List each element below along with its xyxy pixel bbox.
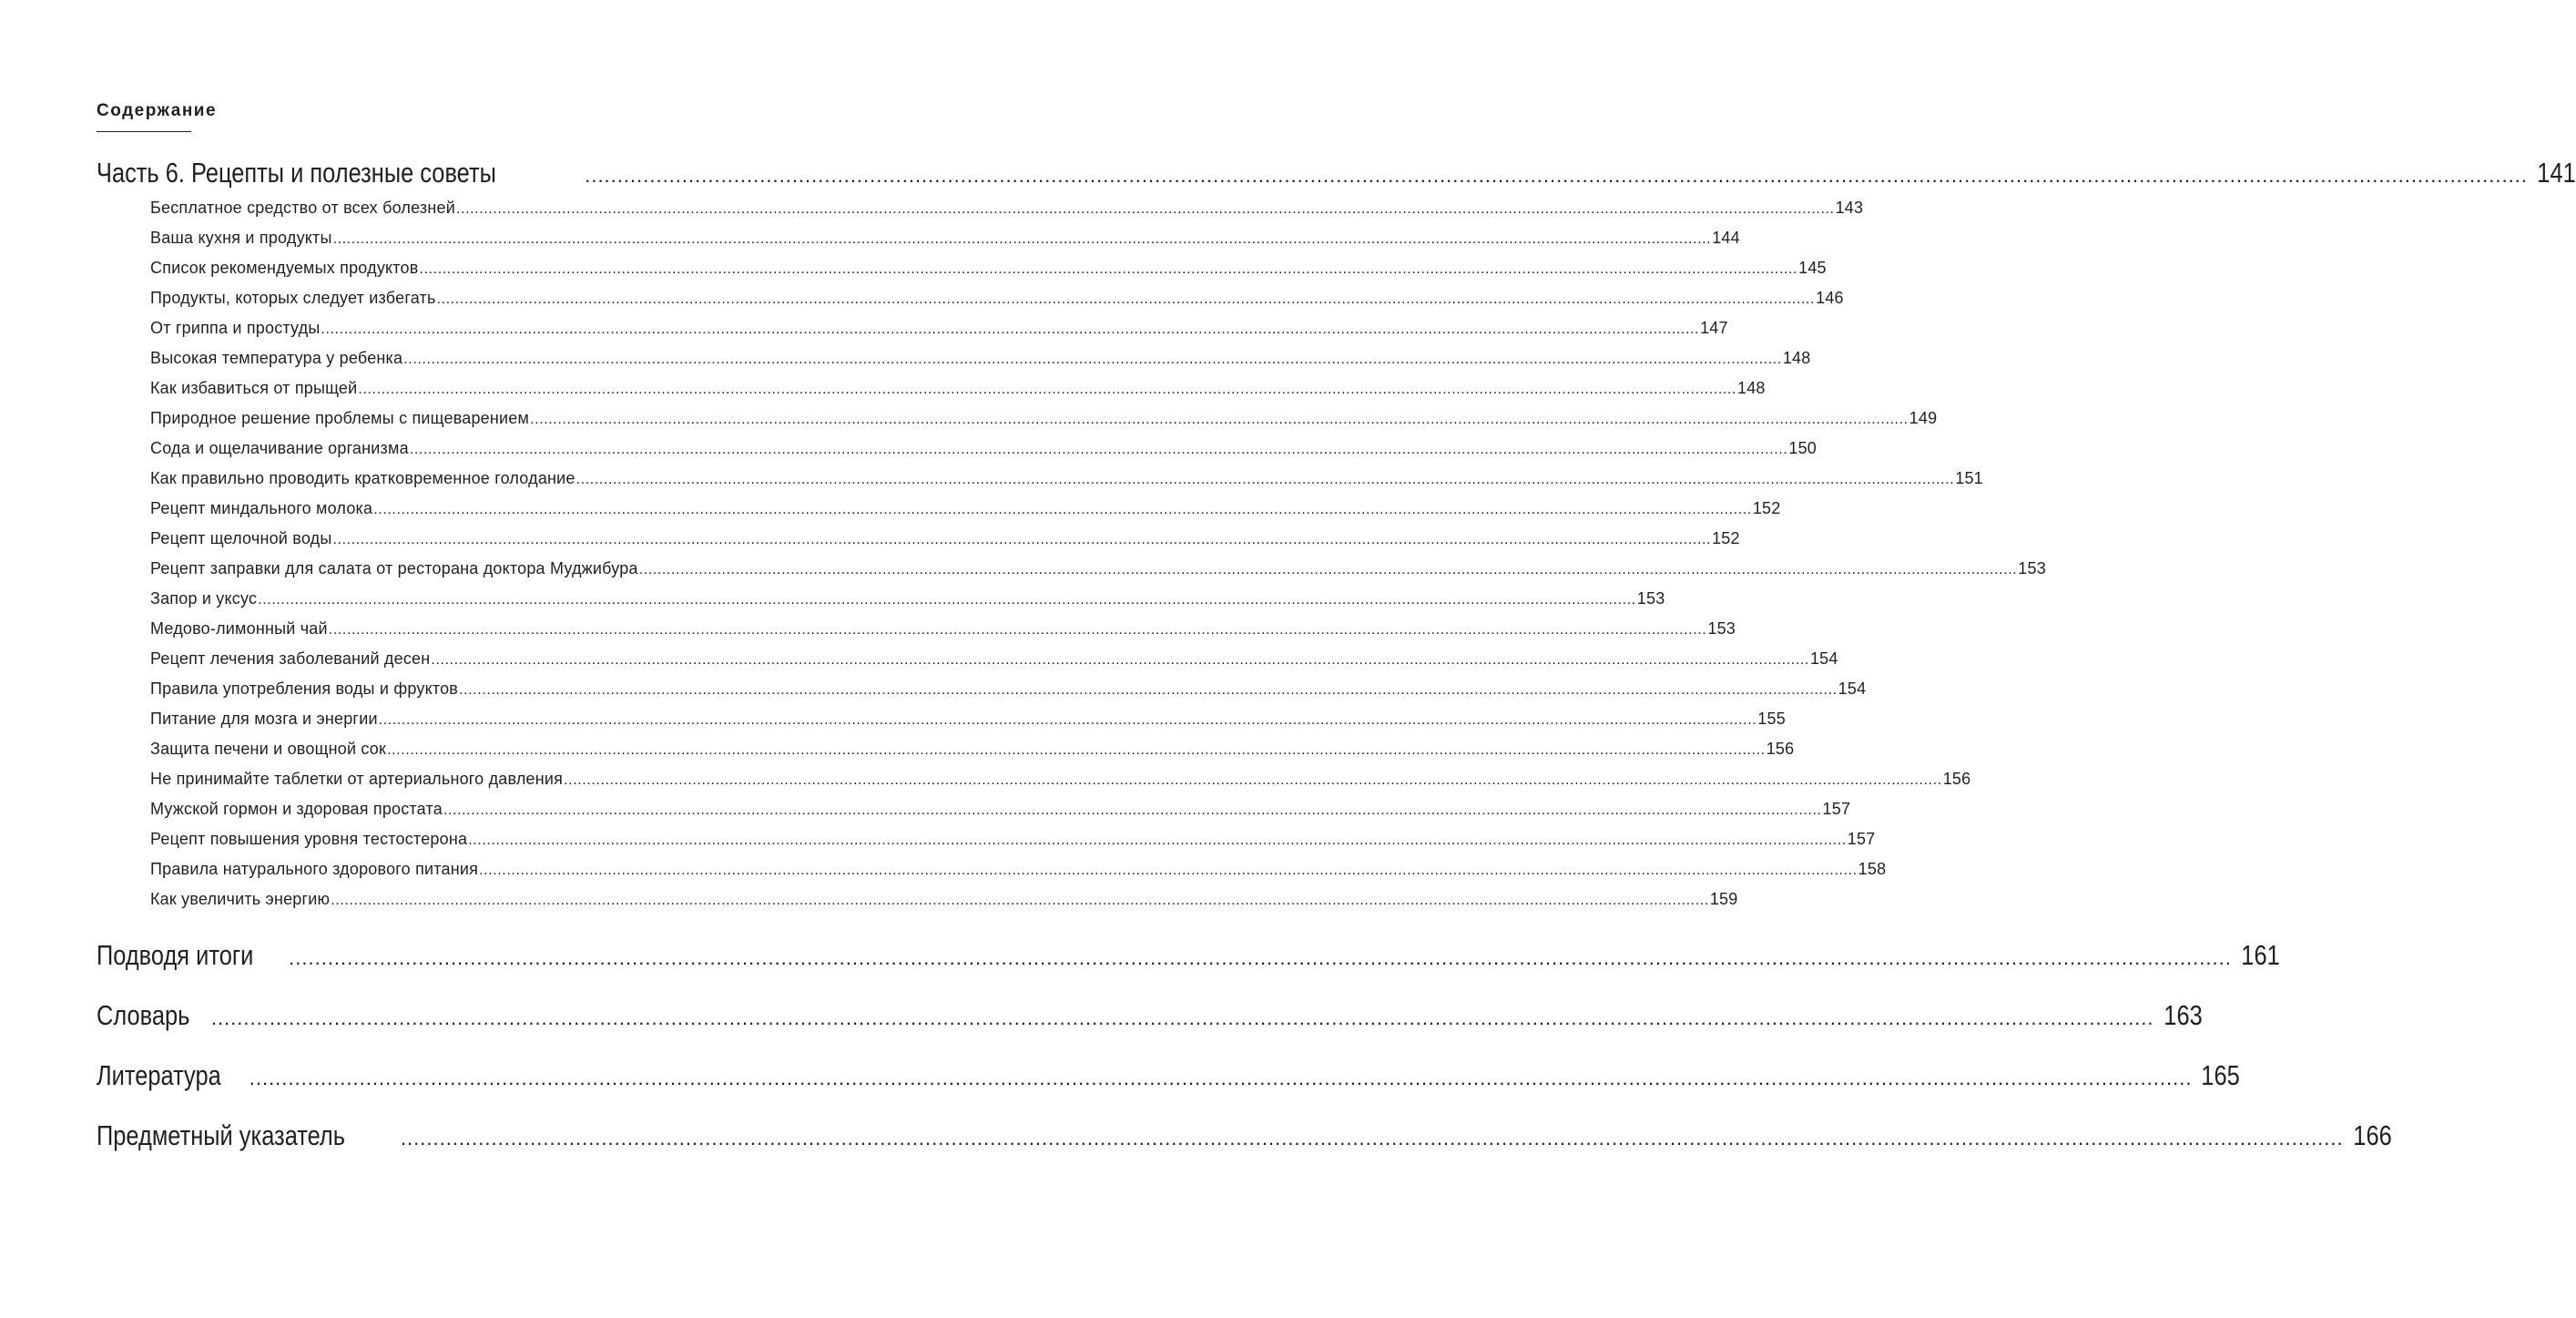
toc-entry[interactable] xyxy=(150,860,1887,879)
toc-entry-title: Рецепт миндального молока xyxy=(150,499,373,517)
toc-entry-title: Рецепт лечения заболеваний десен xyxy=(150,649,431,668)
toc-entry-page: 143 xyxy=(1835,199,1864,217)
toc-entry-title: Как правильно проводить кратковременное голодание xyxy=(150,469,575,487)
toc-section-page: 166 xyxy=(2352,1119,2392,1151)
header-underline xyxy=(97,131,191,132)
toc-entry-page: 144 xyxy=(1712,229,1740,247)
toc-entry-title: Сода и ощелачивание организма xyxy=(150,439,409,457)
toc-section-page: 161 xyxy=(2241,939,2280,971)
toc-entry[interactable] xyxy=(150,710,1786,729)
dot-leader: ............................................................................................................................................................................................................................................................................................................ xyxy=(249,1067,2193,1089)
toc-section-title: Словарь xyxy=(97,999,190,1031)
dot-leader: ............................................................................................................................................................................................................................................................................................................ xyxy=(431,652,1809,668)
toc-entry-page: 156 xyxy=(1766,740,1795,758)
toc-entry-title: Природное решение проблемы с пищеварением xyxy=(150,409,530,427)
toc-entry-title: Правила натурального здорового питания xyxy=(150,860,479,878)
dot-leader: ............................................................................................................................................................................................................................................................................................................ xyxy=(468,833,1847,848)
toc-entry-title: Мужской гормон и здоровая простата xyxy=(150,800,443,818)
toc-entry-page: 154 xyxy=(1809,649,1838,668)
toc-entry[interactable] xyxy=(150,229,1740,248)
toc-entry[interactable] xyxy=(150,649,1838,669)
toc-section-title: Предметный указатель xyxy=(97,1119,346,1151)
toc-entry[interactable] xyxy=(150,589,1665,608)
dot-leader: ............................................................................................................................................................................................................................................................................................................ xyxy=(564,772,1942,788)
dot-leader: ............................................................................................................................................................................................................................................................................................................ xyxy=(358,382,1736,397)
toc-entry-title: Защита печени и овощной сок xyxy=(150,740,387,758)
toc-entry-title: Рецепт повышения уровня тестостерона xyxy=(150,830,468,848)
toc-entry-title: Список рекомендуемых продуктов xyxy=(150,259,419,277)
toc-entry-title: Медово-лимонный чай xyxy=(150,619,328,638)
dot-leader: ............................................................................................................................................................................................................................................................................................................ xyxy=(328,622,1707,638)
toc-section-title: Литература xyxy=(97,1059,221,1091)
dot-leader: ............................................................................................................................................................................................................................................................................................................ xyxy=(436,291,1816,307)
toc-entry-title: Продукты, которых следует избегать xyxy=(150,289,436,307)
dot-leader: ............................................................................................................................................................................................................................................................................................................ xyxy=(585,164,2528,187)
toc-entry-page: 153 xyxy=(1636,589,1665,608)
toc-entry-title: От гриппа и простуды xyxy=(150,319,321,337)
toc-entry-title: Высокая температура у ребенка xyxy=(150,349,403,367)
toc-entry[interactable] xyxy=(150,289,1844,308)
toc-entry-title: Правила употребления воды и фруктов xyxy=(150,679,459,698)
toc-entry[interactable] xyxy=(150,379,1766,398)
toc-entry-title: Как увеличить энергию xyxy=(150,890,331,908)
toc-entry-page: 153 xyxy=(2018,559,2046,577)
toc-entry-page: 158 xyxy=(1858,860,1887,878)
toc-entry-page: 155 xyxy=(1757,710,1786,728)
toc-entry-page: 156 xyxy=(1942,770,1971,788)
toc-entry-page: 152 xyxy=(1712,529,1740,547)
dot-leader: ............................................................................................................................................................................................................................................................................................................ xyxy=(332,231,1712,247)
toc-entry-title: Ваша кухня и продукты xyxy=(150,229,332,247)
dot-leader: ............................................................................................................................................................................................................................................................................................................ xyxy=(210,1006,2154,1029)
toc-entry[interactable] xyxy=(150,619,1736,639)
dot-leader: ............................................................................................................................................................................................................................................................................................................ xyxy=(321,322,1700,337)
dot-leader: ............................................................................................................................................................................................................................................................................................................ xyxy=(387,742,1766,758)
toc-entry[interactable] xyxy=(150,559,2046,578)
toc-entry[interactable] xyxy=(150,439,1817,458)
toc-entry-page: 147 xyxy=(1700,319,1728,337)
toc-entry-page: 154 xyxy=(1838,679,1867,698)
toc-entry-page: 153 xyxy=(1707,619,1736,638)
toc-entry-title: Как избавиться от прыщей xyxy=(150,379,358,397)
dot-leader: ............................................................................................................................................................................................................................................................................................................ xyxy=(479,863,1858,878)
dot-leader: ............................................................................................................................................................................................................................................................................................................ xyxy=(409,442,1788,457)
toc-section-page: 165 xyxy=(2201,1059,2241,1091)
toc-entry[interactable] xyxy=(150,830,1876,849)
toc-entry-title: Запор и уксус xyxy=(150,589,258,608)
toc-entry-title: Питание для мозга и энергии xyxy=(150,710,378,728)
dot-leader: ............................................................................................................................................................................................................................................................................................................ xyxy=(455,201,1835,217)
dot-leader: ............................................................................................................................................................................................................................................................................................................ xyxy=(443,802,1822,818)
toc-entry[interactable] xyxy=(150,259,1827,278)
toc-entry-title: Рецепт заправки для салата от ресторана доктора Муджибура xyxy=(150,559,638,577)
toc-entry[interactable] xyxy=(150,890,1738,909)
toc-section-title: Подводя итоги xyxy=(97,939,254,971)
toc-entry[interactable] xyxy=(150,800,1851,819)
dot-leader: ............................................................................................................................................................................................................................................................................................................ xyxy=(378,712,1757,728)
toc-entry-page: 150 xyxy=(1788,439,1817,457)
toc-entry[interactable] xyxy=(150,679,1867,699)
dot-leader: ............................................................................................................................................................................................................................................................................................................ xyxy=(575,472,1955,487)
dot-leader: ............................................................................................................................................................................................................................................................................................................ xyxy=(332,532,1712,547)
toc-entry-page: 145 xyxy=(1798,259,1827,277)
toc-section-summary[interactable] xyxy=(97,939,2280,972)
toc-entry[interactable] xyxy=(150,469,1983,488)
toc-section-page: 163 xyxy=(2163,999,2203,1031)
toc-entry-page: 152 xyxy=(1752,499,1781,517)
toc-section-index[interactable] xyxy=(97,1119,2392,1152)
page-header: Содержание xyxy=(97,101,218,120)
dot-leader: ............................................................................................................................................................................................................................................................................................................ xyxy=(530,412,1909,427)
dot-leader: ............................................................................................................................................................................................................................................................................................................ xyxy=(258,592,1636,608)
dot-leader: ............................................................................................................................................................................................................................................................................................................ xyxy=(459,682,1838,698)
toc-entry-page: 159 xyxy=(1709,890,1738,908)
toc-entry-page: 157 xyxy=(1847,830,1876,848)
toc-entry-title: Рецепт щелочной воды xyxy=(150,529,332,547)
toc-entry-title: Бесплатное средство от всех болезней xyxy=(150,199,455,217)
toc-entry-page: 146 xyxy=(1816,289,1844,307)
toc-part-6[interactable] xyxy=(97,157,2576,189)
toc-entry-page: 148 xyxy=(1782,349,1811,367)
toc-entry-page: 149 xyxy=(1909,409,1938,427)
dot-leader: ............................................................................................................................................................................................................................................................................................................ xyxy=(289,946,2232,969)
toc-entry[interactable] xyxy=(150,499,1781,518)
toc-entry-page: 148 xyxy=(1737,379,1766,397)
toc-entry[interactable] xyxy=(150,770,1971,789)
dot-leader: ............................................................................................................................................................................................................................................................................................................ xyxy=(331,893,1709,908)
dot-leader: ............................................................................................................................................................................................................................................................................................................ xyxy=(638,562,2018,577)
toc-entry[interactable] xyxy=(150,349,1811,368)
toc-entry-page: 157 xyxy=(1822,800,1851,818)
toc-entry[interactable] xyxy=(150,199,1864,218)
dot-leader: ............................................................................................................................................................................................................................................................................................................ xyxy=(403,352,1782,367)
toc-entry-page: 151 xyxy=(1955,469,1983,487)
toc-entry-title: Не принимайте таблетки от артериального давления xyxy=(150,770,564,788)
toc-part-title: Часть 6. Рецепты и полезные советы xyxy=(97,157,496,189)
dot-leader: ............................................................................................................................................................................................................................................................................................................ xyxy=(373,502,1752,517)
toc-section-literature[interactable] xyxy=(97,1059,2241,1092)
toc-entry[interactable] xyxy=(150,529,1740,548)
dot-leader: ............................................................................................................................................................................................................................................................................................................ xyxy=(419,261,1798,277)
toc-entry[interactable] xyxy=(150,319,1728,338)
toc-part-page: 141 xyxy=(2537,157,2576,189)
toc-entry[interactable] xyxy=(150,409,1938,428)
dot-leader: ............................................................................................................................................................................................................................................................................................................ xyxy=(400,1127,2344,1149)
toc-section-glossary[interactable] xyxy=(97,999,2203,1032)
toc-entry[interactable] xyxy=(150,740,1795,759)
